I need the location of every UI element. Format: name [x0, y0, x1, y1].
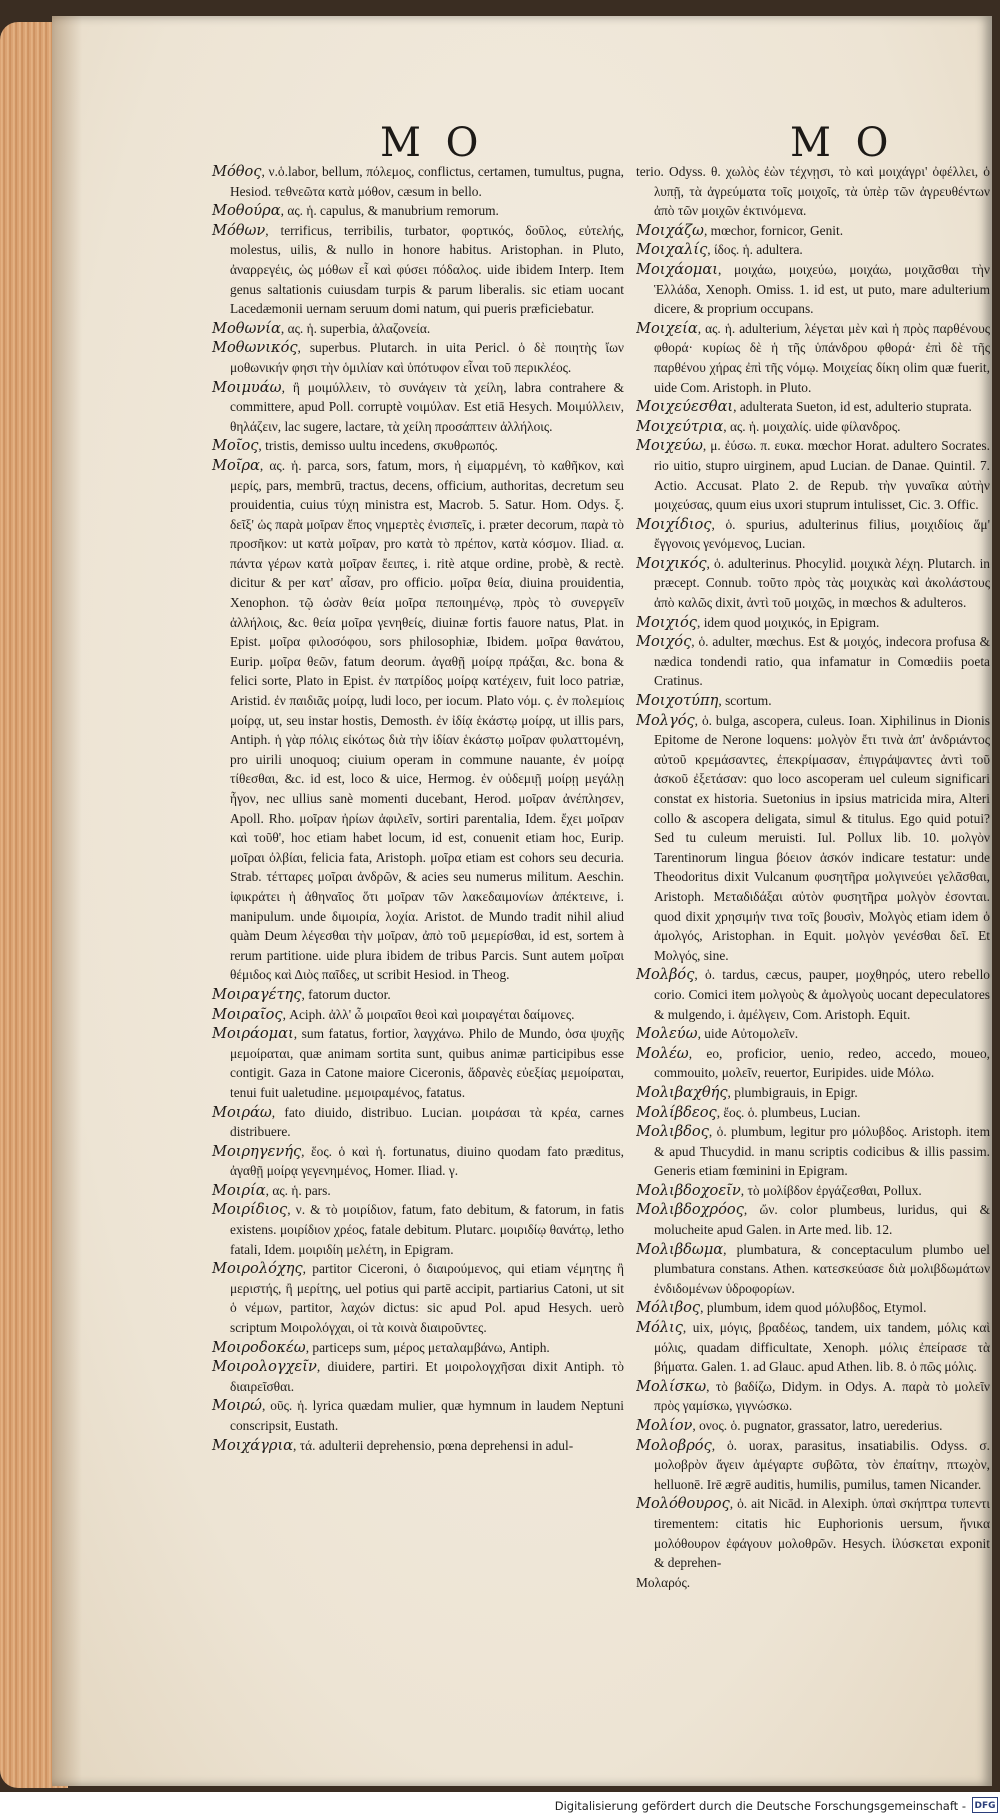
entry-headword: Μοιχάζω	[636, 221, 704, 239]
entry-headword: Μοιρολόχης	[212, 1260, 303, 1278]
entry-definition: idem quod μοιχικός, in Epigram.	[703, 614, 880, 630]
dictionary-entry: Μοιχεύω, μ. ἐύσω. π. ευκα. mœchor Horat. adultero Socrates. rio uitio, stupro uirginem, apud Lucian. de Danae. Quintil. 7. Actio. Accusat. Plato 2. de Repub. τὴν γυναῖκα αὐτὴν μοιχεύσας, quum eius uxori stuprum intulisset, Cic. 3. Offic.	[636, 437, 990, 513]
entry-headword: Μοιροδοκέω	[212, 1338, 306, 1356]
dictionary-entry: Μοιρώ, οῦς. ἡ. lyrica quædam mulier, quæ hymnum in laudem Neptuni conscripsit, Eustath.	[212, 1397, 625, 1433]
entry-definition: ας. ἡ. pars.	[272, 1182, 331, 1198]
entry-headword: Μολγός	[636, 711, 695, 729]
entry-headword: Μοιχιός	[636, 613, 697, 631]
dictionary-entry: Μολιβδωμα, plumbatura, & conceptaculum plumbo uel plumbatura constans. Athen. κατεσκεύασε διὰ μολιβδωμάτων ἐνδιδομένων ὑδροφορίων.	[636, 1240, 990, 1296]
dictionary-entry: Μοιχίδιος, ὁ. spurius, adulterinus filius, μοιχιδίοις ἅμ' ἔγγονοις γενόμενος, Lucian.	[636, 515, 990, 552]
dictionary-entry: Μοιμυάω, ἢ μοιμύλλειν, τὸ συνάγειν τὰ χείλη, labra contrahere & committere, apud Poll. corruptè νοιμύλαν. Est etiā Hesych. Μοιμύλλειν, θηλάζειν, lac sugere, lactare, τὰ χείλη προσάπτειν ἀλλήλοις.	[212, 378, 624, 434]
entry-definition: ὁ. uorax, parasitus, insatiabilis. Odyss. σ. μολοβρὸν ἄγειν ἀμέγαρτε συβῶτα, τὸν ἐπαίτην, πτωχὸν, helluonē. Irē ægrē auditis, humilis, pumilus, tamen Nicander.	[654, 1437, 990, 1492]
entry-definition: τὸ βαδίζω, Didym. in Odys. A. παρὰ τὸ μολεῖν πρὸς γαμίσκω, γιγνώσκω.	[654, 1378, 990, 1414]
dictionary-entry: Μολίον, ονος. ὁ. pugnator, grassator, latro, uerederius.	[636, 1417, 943, 1434]
dictionary-entry: Μοιχικός, ὁ. adulterinus. Phocylid. μοιχικὰ λέχη. Plutarch. in præcept. Connub. τοῦτο πρὸς τὰς μοιχικὰς καὶ ἀκολάστους ἀπὸ καλῶς dixit, ἀντὶ τοῦ μοιχῶς, in mœchos & adulteros.	[636, 554, 990, 611]
entry-headword: Μοιχίδιος	[636, 515, 712, 533]
entry-headword: Μολιβδωμα	[636, 1240, 724, 1258]
entry-headword: Μοιραγέτης	[212, 985, 302, 1003]
entry-definition: ὁ. adulter, mœchus. Est & μοιχός, indecora profusa & nædica tondendi ratio, qua infamatur in Comœdiis poeta Cratinus.	[654, 634, 990, 689]
entry-headword: Μοιραῖος	[212, 1005, 283, 1023]
entry-headword: Μόθος	[212, 163, 262, 180]
entry-headword: Μολίβδεος	[636, 1103, 717, 1121]
dictionary-entry: Μοιροδοκέω, particeps sum, μέρος μεταλαμβάνω, Antiph.	[212, 1338, 550, 1356]
dictionary-entry: Μολγός, ὁ. bulga, ascopera, culeus. Ioan. Xiphilinus in Dionis Epitome de Nerone loquens: μολγὸν ἔτι τινὰ ἀπ' ἀνδριάντος αὐτοῦ κρεμάσαντες, ἐπεκρίμασαν, ἐπιγράψαντες ἀντὶ τοῦ ἀσκοῦ ἐξετάσαν: quo loco ascoperam uel culeum significari constat ex historia. Suetonius in ipsius matricida mira, Alteri collo & ascopera deligata, simul & titulus. Ego quid potui? Sed tu culeum meruisti. Iul. Pollux lib. 10. μολγὸν Tarentinorum lingua βόειον ἀσκόν indicare testatur: unde Theodoritus dixit Vulcanum φυσητῆρα μολγινεύει γελᾶσθαι, Aristoph. Μεταδιδάξαι αὐτὸν φυσητῆρα μολγὸν ἐσονται. quod dixit χρησιμήν τινα τοῖς βουσὶν, Μολγὸς etiam idem ὁ ἀμολγός, Aristophan. in Equit. μολγὸν γενέσθαι δεῖ. Et Μολγός, sine.	[636, 711, 990, 963]
entry-definition: Μολαρός.	[636, 1574, 691, 1590]
entry-headword: Μοιμυάω	[212, 378, 282, 396]
entry-definition: ας. ἡ. parca, sors, fatum, mors, ἡ εἱμαρμένη, τὸ καθῆκον, καὶ μερίς, pars, membrū, tractus, decens, officium, authoritas, decretum seu prouidentia, cuius τύχη ministra est, Macrob. 5. Satur. Hom. Odys. ξ. δεῖξ' ὡς παρὰ μοῖραν ἔπος νημερτὲς ἐνισπεῖς, i. præter decorum, παρὰ τὸ προσῆκον: ut κατὰ μοῖραν, pro κατὰ τὸ πρέπον, κατὰ κόσμον. Iliad. α. πάντα γέρων κατὰ μοῖραν ἔειπες, i. ritè atque ordine, probè, & rectè. dicitur & per κατ' αἶσαν, pro officio. μοῖρα θεία, diuina prouidentia, Xenophon. τῷ ὡσὰν θεία μοῖρα πεποιημένῳ, πρὸς τὸ συνεργεῖν ἀλλήλοις, &c. θεία μοῖρα γενηθείς, diuinæ fortis fauore natus, Plat. in Epist. μοῖρα φιλοσόφου, sors philosophiæ, Ibidem. μοῖρα θανάτου, Eurip. μοῖρα θεῶν, fatum deorum. ἀγαθῇ μοίρᾳ πράξαι, &c. bona & felici sorte, Plato in Epist. ἐν πατρίδος μοίρᾳ κατέχειν, fuit loco patriæ, Aristid. ἐν παιδιᾶς μοίρᾳ, ludi loco, per iocum. Plato νόμ. ς. ἐν πολεμίοις μοίρᾳ, ut, seu instar hostis, Demosth. ἐν ἰδίᾳ ἑκάστῳ μοίρᾳ, ut illis pars, Antiph. ἡ γὰρ πόλις εἰκότως διὰ τὴν ἰδίαν ἑκάστῳ μοῖραν φυλαττομένη, pro uirili unoquoq; ciuium operam in commune nauante, ἐν μοίρᾳ τίθεσθαι, &c. id est, loco & uice, Hermog. ἐν οὐδεμιῇ μοίρῃ μεγάλῃ ἦγον, nec ullius sanè momenti ducebant, Herod. μοῖραν ἀνέπλησεν, Apoll. Rho. μοῖραν ἠρίων ἀφιλεῖν, sortiri parentalia, Idem. ἔχει μοῖραν καὶ τοῦθ', hoc etiam habet locum, id est, conuenit etiam hoc, Eurip. μοῖραι ὀλβίαι, felicia fata, Aristoph. μοῖρα etiam est cohors seu decuria. Strab. τέτταρες μοῖραι ἀνδρῶν, & acies seu numerus militum. Aeschin. ἰφικράτει ἡ ἀθηναῖος ὅτι μοῖραν τῶν λακεδαιμονίων ἀπέκτεινε, i. manipulum. unde διμοιρία, λοχία. Aristot. de Mundo tradit nihil aliud quàm Deum λέγεσθαι τὴν μοῖραν, ἀπὸ τοῦ μεμερίσθαι, id est, sortem à rerum partitione. uide plura ibidem de tribus Parcis. Sunt autem μοῖραι θέμιδος καὶ Διὸς παῖδες, ut scribit Hesiod. in Theog.	[230, 457, 624, 983]
entry-definition: plumbigrauis, in Epigr.	[734, 1084, 858, 1100]
dictionary-entry: Μοῖρα, ας. ἡ. parca, sors, fatum, mors, ἡ εἱμαρμένη, τὸ καθῆκον, καὶ μερίς, pars, membrū, tractus, decens, officium, authoritas, decretum seu prouidentia, cuius τύχη ministra est, Macrob. 5. Satur. Hom. Odys. ξ. δεῖξ' ὡς παρὰ μοῖραν ἔπος νημερτὲς ἐνισπεῖς, i. præter decorum, παρὰ τὸ προσῆκον: ut κατὰ μοῖραν, pro κατὰ τὸ πρέπον, κατὰ κόσμον. Iliad. α. πάντα γέρων κατὰ μοῖραν ἔειπες, i. ritè atque ordine, probè, & rectè. dicitur & per κατ' αἶσαν, pro officio. μοῖρα θεία, diuina prouidentia, Xenophon. τῷ ὡσὰν θεία μοῖρα πεποιημένῳ, πρὸς τὸ συνεργεῖν ἀλλήλοις, &c. θεία μοῖρα γενηθείς, diuinæ fortis fauore natus, Plat. in Epist. μοῖρα φιλοσόφου, sors philosophiæ, Ibidem. μοῖρα θανάτου, Eurip. μοῖρα θεῶν, fatum deorum. ἀγαθῇ μοίρᾳ πράξαι, &c. bona & felici sorte, Plato in Epist. ἐν πατρίδος μοίρᾳ κατέχειν, fuit loco patriæ, Aristid. ἐν παιδιᾶς μοίρᾳ, ludi loco, per iocum. Plato νόμ. ς. ἐν πολεμίοις μοίρᾳ, ut, seu instar hostis, Demosth. ἐν ἰδίᾳ ἑκάστῳ μοίρᾳ, ut illis pars, Antiph. ἡ γὰρ πόλις εἰκότως διὰ τὴν ἰδίαν ἑκάστῳ μοῖραν φυλαττομένη, pro uirili unoquoq; ciuium operam in commune nauante, ἐν μοίρᾳ τίθεσθαι, &c. id est, loco & uice, Hermog. ἐν οὐδεμιῇ μοίρῃ μεγάλῃ ἦγον, nec ullius sanè momenti ducebant, Herod. μοῖραν ἀνέπλησεν, Apoll. Rho. μοῖραν ἠρίων ἀφιλεῖν, sortiri parentalia, Idem. ἔχει μοῖραν καὶ τοῦθ', hoc etiam habet locum, id est, conuenit etiam hoc, Eurip. μοῖραι ὀλβίαι, felicia fata, Aristoph. μοῖρα etiam est cohors seu decuria. Strab. τέτταρες μοῖραι ἀνδρῶν, & acies seu numerus militum. Aeschin. ἰφικράτει ἡ ἀθηναῖος ὅτι μοῖραν τῶν λακεδαιμονίων ἀπέκτεινε, i. manipulum. unde διμοιρία, λοχία. Aristot. de Mundo tradit nihil aliud quàm Deum λέγεσθαι τὴν μοῖραν, ἀπὸ τοῦ μεμερίσθαι, id est, sortem à rerum partitione. uide plura ibidem de tribus Parcis. Sunt autem μοῖραι θέμιδος καὶ Διὸς παῖδες, ut scribit Hesiod. in Theog.	[212, 456, 624, 983]
dictionary-entry: Μοιρολόχης, partitor Ciceroni, ὁ διαιρούμενος, qui etiam νέμητης ἢ μεριστής, ἢ μερίτης, uel potius qui partē accipit, partiarius Catoni, ut sit ὁ νέμων, partitor, λαχών dictus: sic apud Pol. apud Hesych. uerò scriptum Μοιρολόγχαι, οἱ τὰ κοινὰ διαιροῦντες.	[212, 1260, 624, 1336]
dictionary-entry: Μοιχοτύπη, scortum.	[636, 692, 772, 710]
dictionary-entry: Μοιρίδιος, ν. & τὸ μοιρίδιον, fatum, fato debitum, & fatorum, in fatis existens. μοιρίδιον χρέος, fatale debitum. Plutarc. μοιριδίῳ θανάτῳ, letho fatali, Idem. μοιριδίη μελέτη, in Epigram.	[212, 1201, 624, 1257]
entry-definition: μ. ἐύσω. π. ευκα. mœchor Horat. adultero Socrates. rio uitio, stupro uirginem, apud Lucian. de Danae. Quintil. 7. Actio. Accusat. Plato 2. de Repub. τὴν γυναῖκα αὐτὴν μοιχεύσας, quum eius uxori stuprum intulisset, Cic. 3. Offic.	[654, 438, 990, 513]
entry-definition: ίδος. ἡ. adultera.	[714, 242, 803, 258]
dictionary-entry	[636, 1573, 990, 1593]
entry-definition: ὤν. color plumbeus, luridus, qui & molucheite apud Galen. in Arte med. lib. 12.	[654, 1202, 990, 1238]
entry-headword: Μοιχικός	[636, 554, 707, 572]
entry-definition: ἔος. ὁ. plumbeus, Lucian.	[723, 1104, 861, 1120]
entry-definition: plumbum, idem quod μόλυβδος, Etymol.	[706, 1300, 927, 1316]
dictionary-entry: Μόθος, ν.ὁ.labor, bellum, πόλεμος, conflictus, certamen, tumultus, pugna, Hesiod. τεθνεῶτα κατὰ μόθον, cæsum in bello.	[212, 163, 624, 199]
entry-definition: terrificus, terribilis, turbator, φορτικός, δοῦλος, εὐτελής, molestus, uilis, & nullo in honore habitus. Aristophan. in Pluto, ἀναρρεγέις, ὡς μόθων εἶ καὶ φύσει πόδαλος. uide ibidem Interp. Item genus saltationis cuiusdam turpis & parum liberalis. sic etiam uocant Lacedæmonii uernam seruum domi natum, qui pueris præficiebatur.	[230, 222, 624, 317]
entry-headword: Μοιρηγενής	[212, 1142, 302, 1160]
entry-headword: Μοιρίδιος	[212, 1201, 288, 1219]
entry-definition: ὁ. spurius, adulterinus filius, μοιχιδίοις ἅμ' ἔγγονοις γενόμενος, Lucian.	[654, 516, 990, 552]
dictionary-entry: Μολοβρός, ὁ. uorax, parasitus, insatiabilis. Odyss. σ. μολοβρὸν ἄγειν ἀμέγαρτε συβῶτα, τὸν ἐπαίτην, πτωχὸν, helluonē. Irē ægrē auditis, humilis, pumilus, tamen Nicander.	[636, 1436, 990, 1492]
entry-definition: sum fatatus, fortior, λαγχάνω. Philo de Mundo, ὁσα ψυχῆς μεμοίραται, quæ animam sortita sunt, quibus animæ participibus esse contigit. Gaza in Catone maiore Ciceronis, ἄδρανὲς εὐεξίας μεμοίραται, tenui fuit ualetudine. μεμοιραμένος, fatatus.	[230, 1026, 624, 1100]
dictionary-entry: Μοιραῖος, Aciph. ἀλλ' ὦ μοιραῖοι θεοὶ καὶ μοιραγέται δαίμονες.	[212, 1005, 575, 1023]
dictionary-entry: Μοιχεύτρια, ας. ἡ. μοιχαλίς. uide φίλανδρος.	[636, 417, 901, 435]
entry-headword: Μολίσκω	[636, 1377, 707, 1395]
dictionary-entry: Μολίσκω, τὸ βαδίζω, Didym. in Odys. A. παρὰ τὸ μολεῖν πρὸς γαμίσκω, γιγνώσκω.	[636, 1377, 990, 1414]
entry-headword: Μοθωνία	[212, 319, 281, 337]
dictionary-entry: Μοῖος, tristis, demisso uultu incedens, σκυθρωπός.	[212, 437, 498, 455]
entry-headword: Μοιχεύεσθαι	[636, 398, 734, 416]
entry-headword: Μολιβδοχρόος	[636, 1201, 744, 1219]
entry-headword: Μοιχάγρια	[212, 1436, 294, 1454]
entry-definition: superbus. Plutarch. in uita Pericl. ὁ δὲ ποιητὴς ἴων μοθωνικήν φησι τὴν ὁμιλίαν καὶ ὑπότυφον εἶναι τοῦ περικλέος.	[230, 340, 624, 375]
entry-definition: ὁ. plumbum, legitur pro μόλυβδος. Aristoph. item & apud Thucydid. in manu scriptis codicibus & illis passim. Generis etiam fœminini in Epigram.	[654, 1124, 990, 1179]
dictionary-entry: Μολέω, eo, proficior, uenio, redeo, accedo, moueo, commouito, μολεῖν, reuertor, Euripides. uide Μόλω.	[636, 1044, 990, 1081]
dictionary-entry: Μοιράω, fato diuido, distribuo. Lucian. μοιράσαι τὰ κρέα, carnes distribuere.	[212, 1103, 624, 1140]
entry-headword: Μολοβρός	[636, 1436, 712, 1454]
entry-headword: Μοιχεύω	[636, 437, 703, 455]
entry-definition: terio. Odyss. θ. χωλὸς ἐὼν τέχνῃσι, τὸ καὶ μοιχάγρι' ὀφέλλει, ὁ λυπῇ, τὰ ἀγρεύματα τοῖς μοιχοῖς, τὰ ὑπὲρ τῶν ἀγρευθέντων ἀπὸ τῶν μοιχῶν ἐκτινόμενα.	[636, 164, 990, 219]
dictionary-entry: Μοιχεύεσθαι, adulterata Sueton, id est, adulterio stuprata.	[636, 398, 972, 416]
entry-definition: mœchor, fornicor, Genit.	[710, 222, 844, 238]
entry-definition: Aciph. ἀλλ' ὦ μοιραῖοι θεοὶ καὶ μοιραγέται δαίμονες.	[289, 1006, 575, 1022]
dictionary-entry: Μολιβαχθής, plumbigrauis, in Epigr.	[636, 1083, 858, 1101]
entry-definition: partitor Ciceroni, ὁ διαιρούμενος, qui etiam νέμητης ἢ μεριστής, ἢ μερίτης, uel potius qui partē accipit, partiarius Catoni, ut sit ὁ νέμων, partitor, λαχών dictus: sic apud Pol. apud Hesych. uerò scriptum Μοιρολόγχαι, οἱ τὰ κοινὰ διαιροῦντες.	[230, 1261, 624, 1336]
dictionary-entry: Μοθούρα, ας. ἡ. capulus, & manubrium remorum.	[212, 202, 499, 220]
dictionary-entry: Μολιβδοχρόος, ὤν. color plumbeus, luridus, qui & molucheite apud Galen. in Arte med. lib. 12.	[636, 1201, 990, 1238]
entry-headword: Μοῖρα	[212, 456, 260, 474]
dictionary-entry: Μοθωνικός, superbus. Plutarch. in uita Pericl. ὁ δὲ ποιητὴς ἴων μοθωνικήν φησι τὴν ὁμιλίαν καὶ ὑπότυφον εἶναι τοῦ περικλέος.	[212, 339, 624, 375]
entry-definition: ας. ἡ. capulus, & manubrium remorum.	[287, 203, 499, 219]
page-gutter-shadow	[52, 16, 82, 1786]
entry-headword: Μοιχάομαι	[636, 260, 718, 278]
dictionary-entry: Μοιχάομαι, μοιχάω, μοιχεύω, μοιχάω, μοιχᾶσθαι τὴν Ἑλλάδα, Xenoph. Omiss. 1. id est, ut puto, mare adulterium dicere, & proprium occupans.	[636, 260, 990, 317]
dictionary-entry: Μολόθουρος, ὁ. ait Nicād. in Alexiph. ὑπαὶ σκήπτρα τυπεντι tirementem: citatis hic Euphorionis uersum, ἤνικα μολόθουρον ἐφάγουν μολοθρῶν. Hesych. ἰλύσκεται exponit & deprehen-	[636, 1495, 990, 1571]
entry-definition: adulterata Sueton, id est, adulterio stuprata.	[739, 399, 972, 415]
entry-headword: Μοιρώ	[212, 1397, 262, 1415]
entry-definition: τὸ μολίβδον ἐργάζεσθαι, Pollux.	[747, 1182, 922, 1198]
entry-headword: Μοιχός	[636, 633, 692, 651]
entry-headword: Μοιχαλίς	[636, 241, 708, 259]
dictionary-entry: Μόλιβος, plumbum, idem quod μόλυβδος, Etymol.	[636, 1299, 927, 1317]
entry-headword: Μοιράω	[212, 1103, 272, 1121]
dictionary-entry	[636, 162, 990, 221]
dictionary-entry: Μολβός, ὁ. tardus, cæcus, pauper, μοχθηρός, utero rebello corio. Comici item μολγοὺς & ἀμολγοὺς uocant depeculatores & mulgendo, i. ἀμέλγειν, Com. Aristoph. Equit.	[636, 966, 990, 1022]
dictionary-entry: Μοθωνία, ας. ἡ. superbia, ἀλαζονεία.	[212, 319, 431, 337]
entry-headword: Μολιβδος	[636, 1123, 709, 1141]
entry-definition: uix, μόγις, βραδέως, tandem, uix tandem, μόλις καὶ μόλις, quadam difficultate, Xenoph. μόλις ἐπείρασε τὰ βήματα. Galen. 1. ad Glauc. apud Athen. lib. 8. ὁ πῶς μόλις.	[654, 1320, 990, 1375]
entry-definition: ας. ἡ. superbia, ἀλαζονεία.	[287, 320, 431, 336]
dictionary-entry: Μοιχαλίς, ίδος. ἡ. adultera.	[636, 241, 803, 259]
funding-note: Digitalisierung gefördert durch die Deutsche Forschungsgemeinschaft -	[554, 1799, 966, 1813]
dictionary-entry: Μοιραγέτης, fatorum ductor.	[212, 985, 391, 1003]
entry-headword: Μόθων	[212, 221, 266, 239]
entry-definition: ν.ὁ.labor, bellum, πόλεμος, conflictus, certamen, tumultus, pugna, Hesiod. τεθνεῶτα κατὰ μόθον, cæsum in bello.	[230, 164, 624, 199]
entry-headword: Μολιβδοχοεῖν	[636, 1181, 741, 1199]
dictionary-entry: Μολίβδεος, ἔος. ὁ. plumbeus, Lucian.	[636, 1103, 861, 1121]
dictionary-entry: Μολιβδος, ὁ. plumbum, legitur pro μόλυβδος. Aristoph. item & apud Thucydid. in manu scriptis codicibus & illis passim. Generis etiam fœminini in Epigram.	[636, 1123, 990, 1179]
entry-definition: τά. adulterii deprehensio, pœna deprehensi in adul-	[299, 1437, 574, 1453]
entry-headword: Μοιχεύτρια	[636, 417, 724, 435]
dictionary-entry: Μοιρηγενής, ἕος. ὁ καὶ ἡ. fortunatus, diuino quodam fato præditus, ἀγαθῇ μοίρᾳ γεγενημένος, Homer. Iliad. γ.	[212, 1142, 624, 1179]
entry-headword: Μολέω	[636, 1044, 689, 1062]
dictionary-entry: Μοιχός, ὁ. adulter, mœchus. Est & μοιχός, indecora profusa & nædica tondendi ratio, qua infamatur in Comœdiis poeta Cratinus.	[636, 633, 990, 689]
entry-definition: uide Αὐτομολεῖν.	[704, 1026, 799, 1042]
running-head-right: M O	[790, 120, 895, 166]
entry-definition: ὁ. bulga, ascopera, culeus. Ioan. Xiphilinus in Dionis Epitome de Nerone loquens: μολγὸν ἔτι τινὰ ἀπ' ἀνδριάντος αὐτοῦ κρεμάσαντες, ἐπεκρίμασαν, ἐπιγράψαντες ἀντὶ τοῦ ἀσκοῦ ἐξετάσαν: quo loco ascoperam uel culeum significari constat ex historia. Suetonius in ipsius matricida mira, Alteri collo & ascopera deligata, simul & titulus. Ego quid potui? Sed tu culeum meruisti. Iul. Pollux lib. 10. μολγὸν Tarentinorum lingua βόειον ἀσκόν indicare testatur: unde Theodoritus dixit Vulcanum φυσητῆρα μολγινεύει γελᾶσθαι, Aristoph. Μεταδιδάξαι αὐτὸν φυσητῆρα μολγὸν ἐσονται. quod dixit χρησιμήν τινα τοῖς βουσὶν, Μολγὸς etiam idem ὁ ἀμολγός, Aristophan. in Equit. μολγὸν γενέσθαι δεῖ. Et Μολγός, sine.	[654, 712, 990, 963]
entry-definition: ονος. ὁ. pugnator, grassator, latro, uerederius.	[699, 1418, 943, 1433]
dictionary-entry: Μοιρολογχεῖν, diuidere, partiri. Et μοιρολογχῆσαι dixit Antiph. τὸ διαιρεῖσθαι.	[212, 1358, 624, 1394]
entry-definition: ας. ἡ. μοιχαλίς. uide φίλανδρος.	[729, 418, 901, 434]
entry-definition: plumbatura, & conceptaculum plumbo uel plumbatura constans. Athen. κατεσκεύασε διὰ μολιβδωμάτων ἐνδιδομένων ὑδροφορίων.	[654, 1241, 990, 1296]
running-head-left: M O	[380, 120, 485, 166]
entry-headword: Μολιβαχθής	[636, 1083, 728, 1101]
entry-definition: ας. ἡ. adulterium, λέγεται μὲν καὶ ἡ πρὸς παρθένους φθορά· κυρίως δὲ ἡ τῆς ὑπάνδρου φθορά· ἐπὶ δὲ τῆς παρθένου χήρας ἐπὶ τῆς νόμῳ. Μοιχείας δίκη olim quæ fuerit, uide Com. Aristoph. in Pluto.	[654, 320, 990, 395]
entry-headword: Μοιχεία	[636, 319, 698, 337]
entry-definition: ὁ. tardus, cæcus, pauper, μοχθηρός, utero rebello corio. Comici item μολγοὺς & ἀμολγοὺς uocant depeculatores & mulgendo, i. ἀμέλγειν, Com. Aristoph. Equit.	[654, 967, 990, 1022]
entry-definition: particeps sum, μέρος μεταλαμβάνω, Antiph.	[312, 1339, 550, 1355]
entry-headword: Μόλιβος	[636, 1299, 701, 1317]
entry-headword: Μοῖος	[212, 437, 259, 455]
entry-definition: οῦς. ἡ. lyrica quædam mulier, quæ hymnum in laudem Neptuni conscripsit, Eustath.	[230, 1398, 625, 1433]
entry-definition: eo, proficior, uenio, redeo, accedo, moueo, commouito, μολεῖν, reuertor, Euripides. uide Μόλω.	[654, 1045, 990, 1081]
dictionary-entry: Μοιχεία, ας. ἡ. adulterium, λέγεται μὲν καὶ ἡ πρὸς παρθένους φθορά· κυρίως δὲ ἡ τῆς ὑπάνδρου φθορά· ἐπὶ δὲ τῆς παρθένου χήρας ἐπὶ τῆς νόμῳ. Μοιχείας δίκη olim quæ fuerit, uide Com. Aristoph. in Pluto.	[636, 319, 990, 395]
dictionary-entry: Μοιράομαι, sum fatatus, fortior, λαγχάνω. Philo de Mundo, ὁσα ψυχῆς μεμοίραται, quæ animam sortita sunt, quibus animæ participibus esse contigit. Gaza in Catone maiore Ciceronis, ἄδρανὲς εὐεξίας μεμοίραται, tenui fuit ualetudine. μεμοιραμένος, fatatus.	[212, 1025, 624, 1100]
dictionary-entry: Μοιχάγρια, τά. adulterii deprehensio, pœna deprehensi in adul-	[212, 1436, 574, 1454]
dictionary-entry: Μοιρία, ας. ἡ. pars.	[212, 1181, 331, 1199]
entry-definition: tristis, demisso uultu incedens, σκυθρωπός.	[265, 438, 498, 454]
dictionary-entry: Μοιχάζω, mœchor, fornicor, Genit.	[636, 221, 844, 239]
entry-definition: ἢ μοιμύλλειν, τὸ συνάγειν τὰ χείλη, labra contrahere & committere, apud Poll. corruptè νοιμύλαν. Est etiā Hesych. Μοιμύλλειν, θηλάζειν, lac sugere, lactare, τὰ χείλη προσάπτειν ἀλλήλοις.	[230, 379, 624, 434]
entry-headword: Μοιράομαι	[212, 1025, 294, 1043]
entry-headword: Μολόθουρος	[636, 1495, 730, 1513]
dictionary-entry: Μόθων, terrificus, terribilis, turbator, φορτικός, δοῦλος, εὐτελής, molestus, uilis, & nullo in honore habitus. Aristophan. in Pluto, ἀναρρεγέις, ὡς μόθων εἶ καὶ φύσει πόδαλος. uide ibidem Interp. Item genus saltationis cuiusdam turpis & parum liberalis. sic etiam uocant Lacedæmonii uernam seruum domi natum, qui pueris præficiebatur.	[212, 221, 624, 317]
entry-headword: Μοιρολογχεῖν	[212, 1358, 317, 1376]
entry-headword: Μοθούρα	[212, 202, 281, 220]
entry-definition: μοιχάω, μοιχεύω, μοιχάω, μοιχᾶσθαι τὴν Ἑλλάδα, Xenoph. Omiss. 1. id est, ut puto, mare adulterium dicere, & proprium occupans.	[654, 261, 990, 317]
dictionary-entry: Μόλις, uix, μόγις, βραδέως, tandem, uix tandem, μόλις καὶ μόλις, quadam difficultate, Xenoph. μόλις ἐπείρασε τὰ βήματα. Galen. 1. ad Glauc. apud Athen. lib. 8. ὁ πῶς μόλις.	[636, 1319, 990, 1375]
right-column	[636, 162, 990, 1592]
entry-definition: ἕος. ὁ καὶ ἡ. fortunatus, diuino quodam fato præditus, ἀγαθῇ μοίρᾳ γεγενημένος, Homer. Iliad. γ.	[230, 1143, 624, 1179]
entry-definition: fatorum ductor.	[308, 986, 391, 1002]
dictionary-entry: Μοιχιός, idem quod μοιχικός, in Epigram.	[636, 613, 880, 631]
entry-definition: ὁ. adulterinus. Phocylid. μοιχικὰ λέχη. Plutarch. in præcept. Connub. τοῦτο πρὸς τὰς μοιχικὰς καὶ ἀκολάστους ἀπὸ καλῶς dixit, ἀντὶ τοῦ μοιχῶς, in mœchos & adulteros.	[654, 555, 990, 611]
dictionary-entry: Μολιβδοχοεῖν, τὸ μολίβδον ἐργάζεσθαι, Pollux.	[636, 1181, 922, 1199]
entry-headword: Μολεύω	[636, 1025, 698, 1043]
entry-headword: Μοθωνικός	[212, 339, 298, 357]
entry-definition: fato diuido, distribuo. Lucian. μοιράσαι τὰ κρέα, carnes distribuere.	[230, 1104, 624, 1140]
entry-headword: Μολίον	[636, 1417, 693, 1434]
left-column	[212, 162, 624, 1455]
dictionary-entry: Μολεύω, uide Αὐτομολεῖν.	[636, 1025, 799, 1043]
entry-definition: diuidere, partiri. Et μοιρολογχῆσαι dixit Antiph. τὸ διαιρεῖσθαι.	[230, 1359, 624, 1394]
entry-headword: Μοιχοτύπη	[636, 692, 719, 710]
entry-headword: Μολβός	[636, 966, 695, 984]
entry-headword: Μοιρία	[212, 1181, 266, 1199]
dfg-logo: DFG	[972, 1797, 998, 1813]
entry-headword: Μόλις	[636, 1319, 683, 1337]
entry-definition: ὁ. ait Nicād. in Alexiph. ὑπαὶ σκήπτρα τυπεντι tirementem: citatis hic Euphorionis uersum, ἤνικα μολόθουρον ἐφάγουν μολοθρῶν. Hesych. ἰλύσκεται exponit & deprehen-	[654, 1496, 990, 1571]
footer-bar	[0, 1792, 1000, 1820]
entry-definition: ν. & τὸ μοιρίδιον, fatum, fato debitum, & fatorum, in fatis existens. μοιρίδιον χρέος, fatale debitum. Plutarc. μοιριδίῳ θανάτῳ, letho fatali, Idem. μοιριδίη μελέτη, in Epigram.	[230, 1202, 624, 1257]
entry-definition: scortum.	[725, 693, 772, 709]
